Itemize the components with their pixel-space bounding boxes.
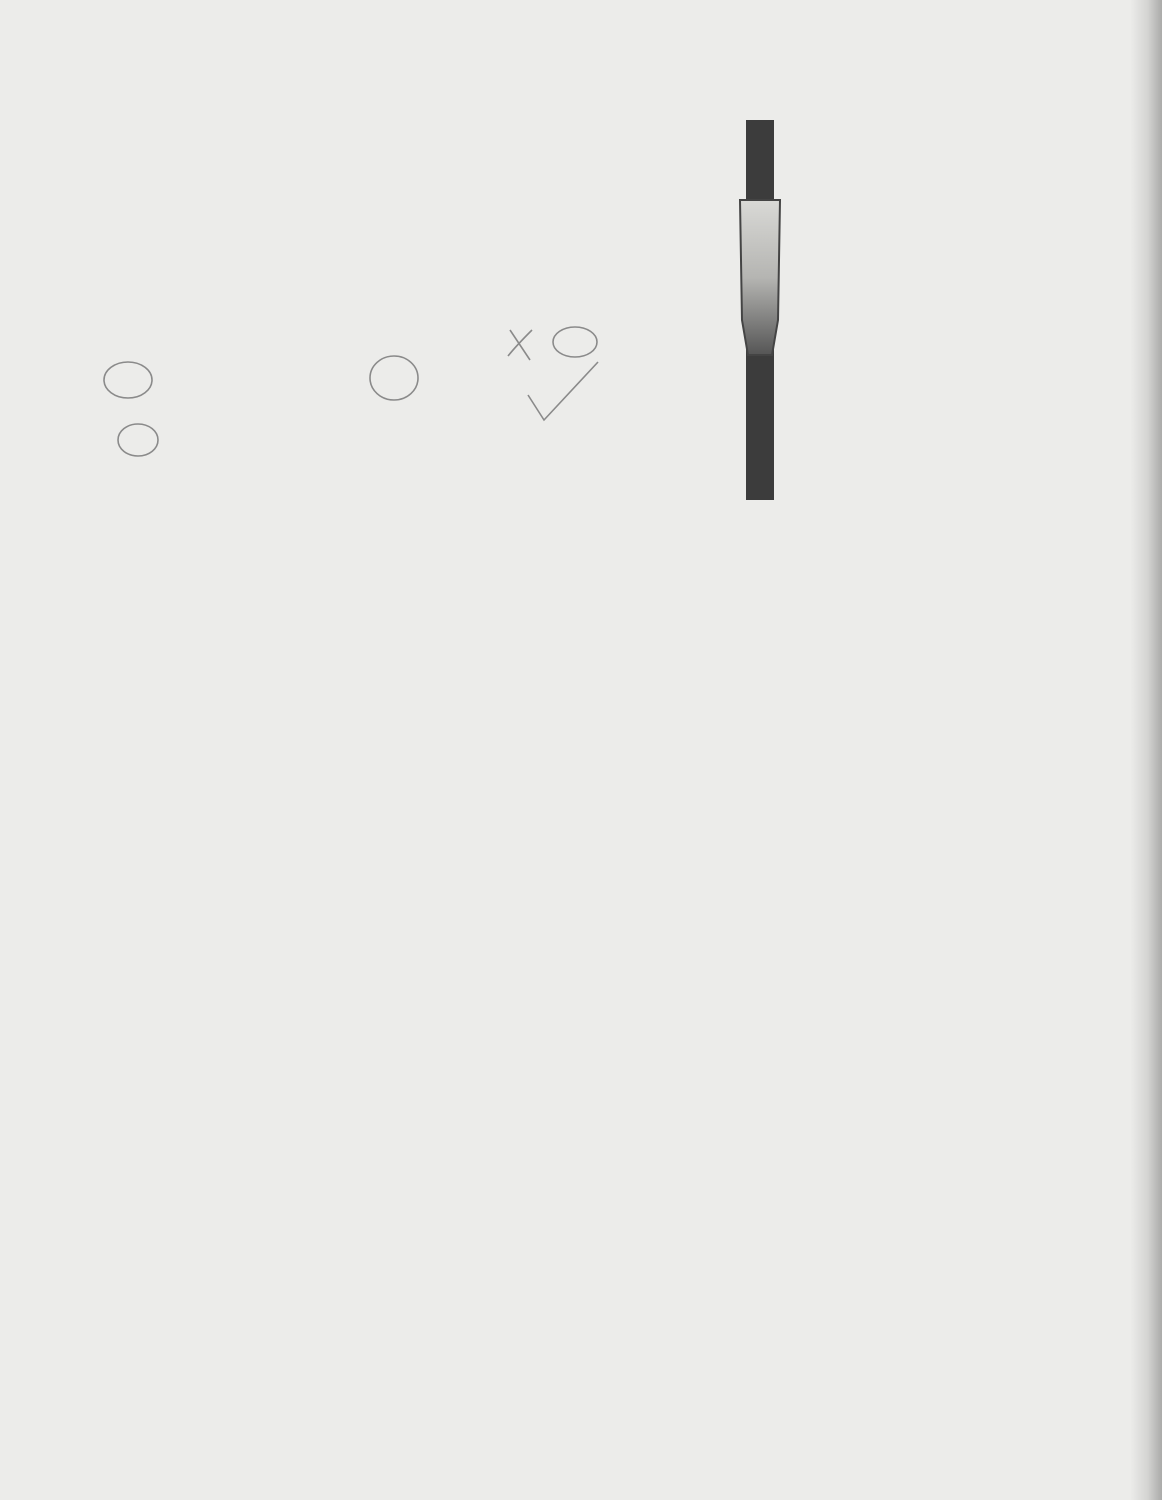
rib-cage-figure [600,105,920,505]
pencil-checkmark [528,362,598,420]
pencil-circle [104,362,152,398]
pencil-circle [118,424,158,456]
page-edge-shadow [1130,0,1162,1500]
pencil-mark [508,330,532,360]
rib-cage-illustration [600,105,920,505]
sternum [740,200,780,355]
pencil-circle [553,327,597,357]
pencil-circle [370,356,418,400]
